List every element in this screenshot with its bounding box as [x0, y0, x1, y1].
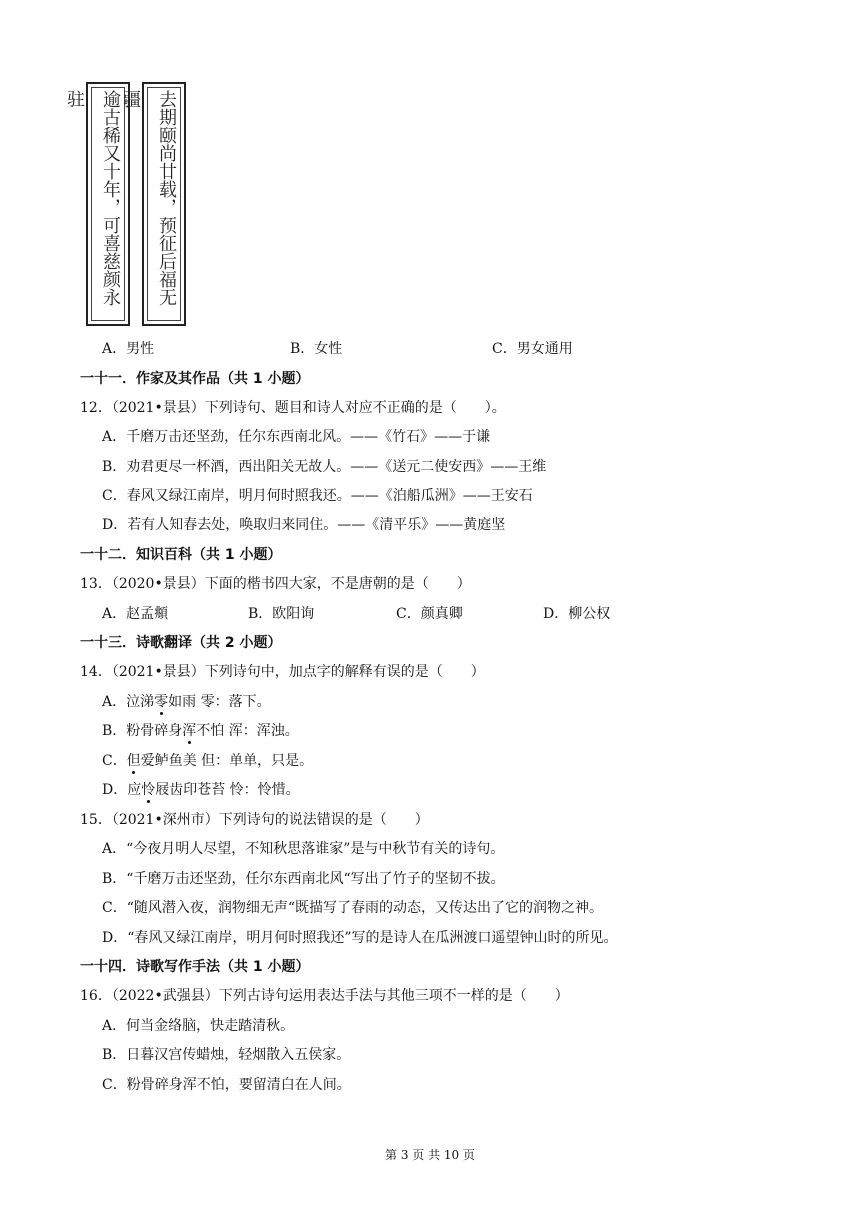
q14-b-emphasis: 浑	[182, 723, 197, 739]
question-12-stem: 12．（2021•景县）下列诗句、题目和诗人对应不正确的是（ ）。	[80, 400, 506, 416]
section-heading-11: 一十一．作家及其作品（共 1 小题）	[80, 371, 310, 387]
q14-c-post: 爱鲈鱼美 但：单单，只是。	[140, 753, 314, 769]
q14-option-b	[102, 721, 299, 741]
q14-d-post: 屐齿印苍苔 怜：怜惜。	[155, 782, 300, 798]
q15-option-d: D．“春风又绿江南岸，明月何时照我还”写的是诗人在瓜洲渡口遥望钟山时的所见。	[102, 930, 618, 946]
q13-option-b: B．欧阳询	[248, 606, 315, 622]
q15-option-a: A．“今夜月明人尽望，不知秋思落谁家”是与中秋节有关的诗句。	[102, 841, 505, 857]
q15-option-b: B．“千磨万击还坚劲，任尔东西南北风“写出了竹子的坚韧不拔。	[102, 871, 505, 887]
q14-c-pre: C．	[102, 753, 127, 769]
couplet-left	[64, 82, 130, 326]
q14-a-pre: A．泣涕	[102, 694, 155, 710]
q12-option-c: C．春风又绿江南岸，明月何时照我还。——《泊船瓜洲》——王安石	[102, 488, 533, 504]
q11-option-b: B．女性	[290, 341, 343, 357]
q13-option-a: A．赵孟頫	[102, 606, 169, 622]
q14-b-pre: B．粉骨碎身	[102, 723, 183, 739]
q12-option-a: A．千磨万击还坚劲，任尔东西南北风。——《竹石》——于谦	[102, 429, 491, 445]
q16-option-b: B．日暮汉宫传蜡烛，轻烟散入五侯家。	[102, 1047, 351, 1063]
q14-b-post: 不怕 浑：浑浊。	[196, 723, 299, 739]
couplet-right	[120, 82, 186, 326]
section-heading-12: 一十二．知识百科（共 1 小题）	[80, 547, 282, 563]
page-footer: 第 3 页 共 10 页	[385, 1148, 475, 1162]
section-heading-14: 一十四．诗歌写作手法（共 1 小题）	[80, 959, 310, 975]
q11-option-a: A．男性	[102, 341, 155, 357]
q14-d-emphasis: 怜	[141, 782, 156, 798]
q11-option-c: C．男女通用	[492, 341, 573, 357]
q13-option-c: C．颜真卿	[396, 606, 463, 622]
question-15-stem: 15．（2021•深州市）下列诗句的说法错误的是（ ）	[80, 812, 429, 828]
section-heading-13: 一十三．诗歌翻译（共 2 小题）	[80, 635, 282, 651]
couplet-right-text: 去期颐尚廿载，预征后福无疆	[120, 90, 177, 306]
question-14-stem: 14．（2021•景县）下列诗句中，加点字的解释有误的是（ ）	[80, 664, 485, 680]
q16-option-c: C．粉骨碎身浑不怕，要留清白在人间。	[102, 1077, 351, 1093]
q14-c-emphasis: 但	[126, 753, 141, 769]
q16-option-a: A．何当金络脑，快走踏清秋。	[102, 1018, 295, 1034]
couplet-left-text: 逾古稀又十年，可喜慈颜永驻	[64, 90, 121, 306]
q14-option-a	[102, 692, 271, 712]
q14-a-emphasis: 零	[154, 694, 169, 710]
q12-option-b: B．劝君更尽一杯酒，西出阳关无故人。——《送元二使安西》——王维	[102, 459, 547, 475]
question-16-stem: 16．（2022•武强县）下列古诗句运用表达手法与其他三项不一样的是（ ）	[80, 988, 569, 1004]
question-13-stem: 13．（2020•景县）下面的楷书四大家，不是唐朝的是（ ）	[80, 576, 471, 592]
q13-option-d: D．柳公权	[543, 606, 611, 622]
q12-option-d: D．若有人知春去处，唤取归来同住。——《清平乐》——黄庭坚	[102, 517, 506, 533]
q14-d-pre: D．应	[102, 782, 142, 798]
q14-a-post: 如雨 零：落下。	[168, 694, 271, 710]
q15-option-c: C．“随风潜入夜，润物细无声“既描写了春雨的动态，又传达出了它的润物之神。	[102, 900, 604, 916]
q14-option-c	[102, 751, 313, 771]
q14-option-d	[102, 780, 300, 800]
